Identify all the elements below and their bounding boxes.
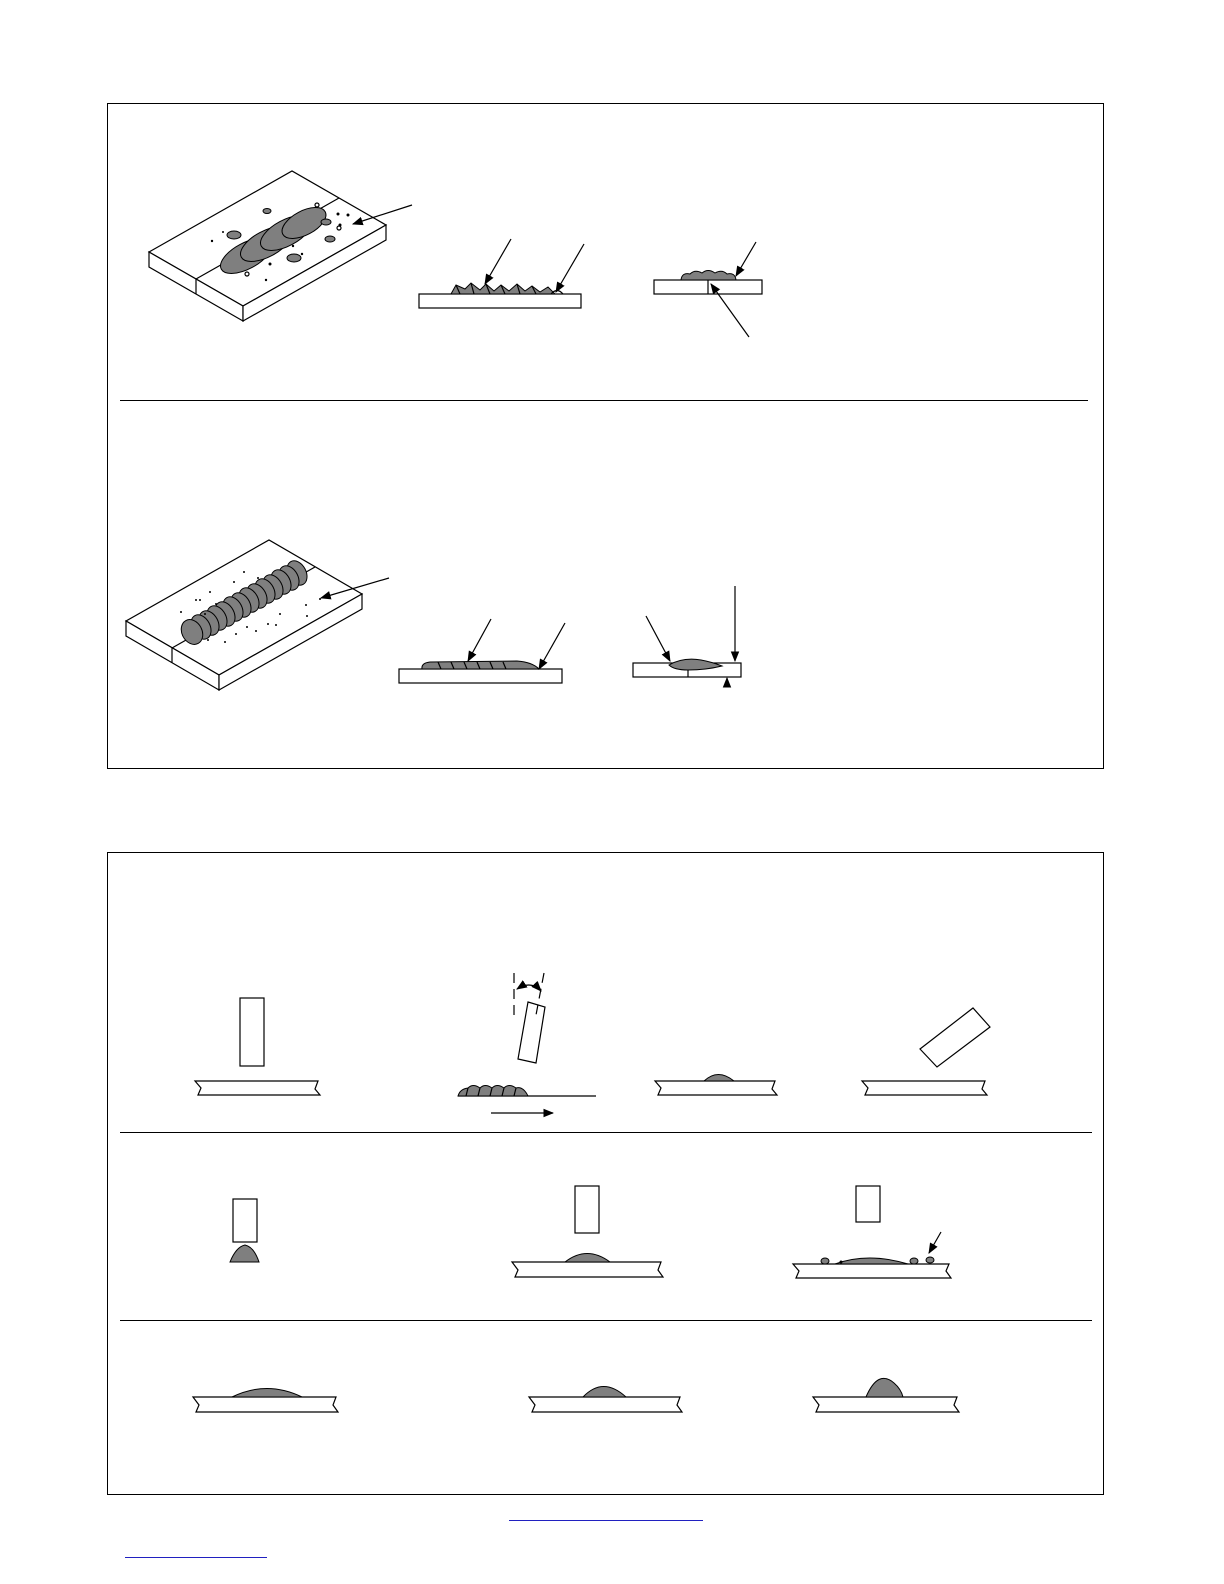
good-weld-row bbox=[126, 540, 741, 690]
arc-strike-row bbox=[195, 973, 990, 1113]
normal-speed-bead bbox=[529, 1387, 682, 1413]
tilted-electrode bbox=[518, 1002, 545, 1063]
travel-angle-arc bbox=[517, 985, 541, 991]
poor-weld-cross-arrow-top bbox=[736, 242, 756, 276]
electrode-touching-plate bbox=[195, 998, 320, 1095]
footer-link-left[interactable] bbox=[125, 1557, 267, 1558]
fast-speed-bead bbox=[813, 1378, 959, 1412]
poor-weld-side-arrow-2 bbox=[556, 244, 584, 292]
arc-row-divider-1 bbox=[120, 1132, 1092, 1133]
good-weld-side-arrow-1 bbox=[468, 619, 491, 661]
poor-weld-plates-iso bbox=[149, 171, 386, 321]
electrode-with-drop bbox=[230, 1199, 259, 1262]
poor-weld-row bbox=[149, 171, 762, 337]
weld-puddle-on-plate bbox=[655, 1075, 777, 1096]
weld-bead-comparison-drawing bbox=[108, 104, 1105, 770]
electrode-technique-figure bbox=[107, 852, 1104, 1495]
poor-weld-side-section bbox=[419, 283, 581, 308]
arc-length-row bbox=[230, 1186, 951, 1278]
good-weld-side-arrow-2 bbox=[539, 623, 565, 669]
weld-row-divider bbox=[120, 400, 1088, 401]
normal-arc-length bbox=[512, 1186, 663, 1277]
weld-bead-comparison-figure bbox=[107, 103, 1104, 769]
running-bead bbox=[458, 1086, 528, 1097]
good-weld-cross-section bbox=[633, 659, 741, 677]
long-arc-length bbox=[793, 1186, 951, 1278]
poor-weld-side-arrow-1 bbox=[485, 239, 511, 284]
footer-link-center[interactable] bbox=[509, 1520, 703, 1521]
arc-row-divider-2 bbox=[120, 1320, 1092, 1321]
good-weld-cross-arrow-left bbox=[646, 616, 670, 661]
good-weld-side-section bbox=[399, 661, 562, 683]
poor-weld-cross-section bbox=[654, 271, 762, 295]
electrode-technique-drawing bbox=[108, 853, 1105, 1496]
slow-speed-bead bbox=[193, 1389, 338, 1413]
electrode-withdrawn bbox=[862, 1008, 990, 1095]
good-weld-plates-iso bbox=[126, 540, 362, 690]
spatter-arrow bbox=[929, 1232, 941, 1253]
electrode-travel-angle bbox=[458, 973, 596, 1113]
travel-speed-row bbox=[193, 1378, 959, 1412]
